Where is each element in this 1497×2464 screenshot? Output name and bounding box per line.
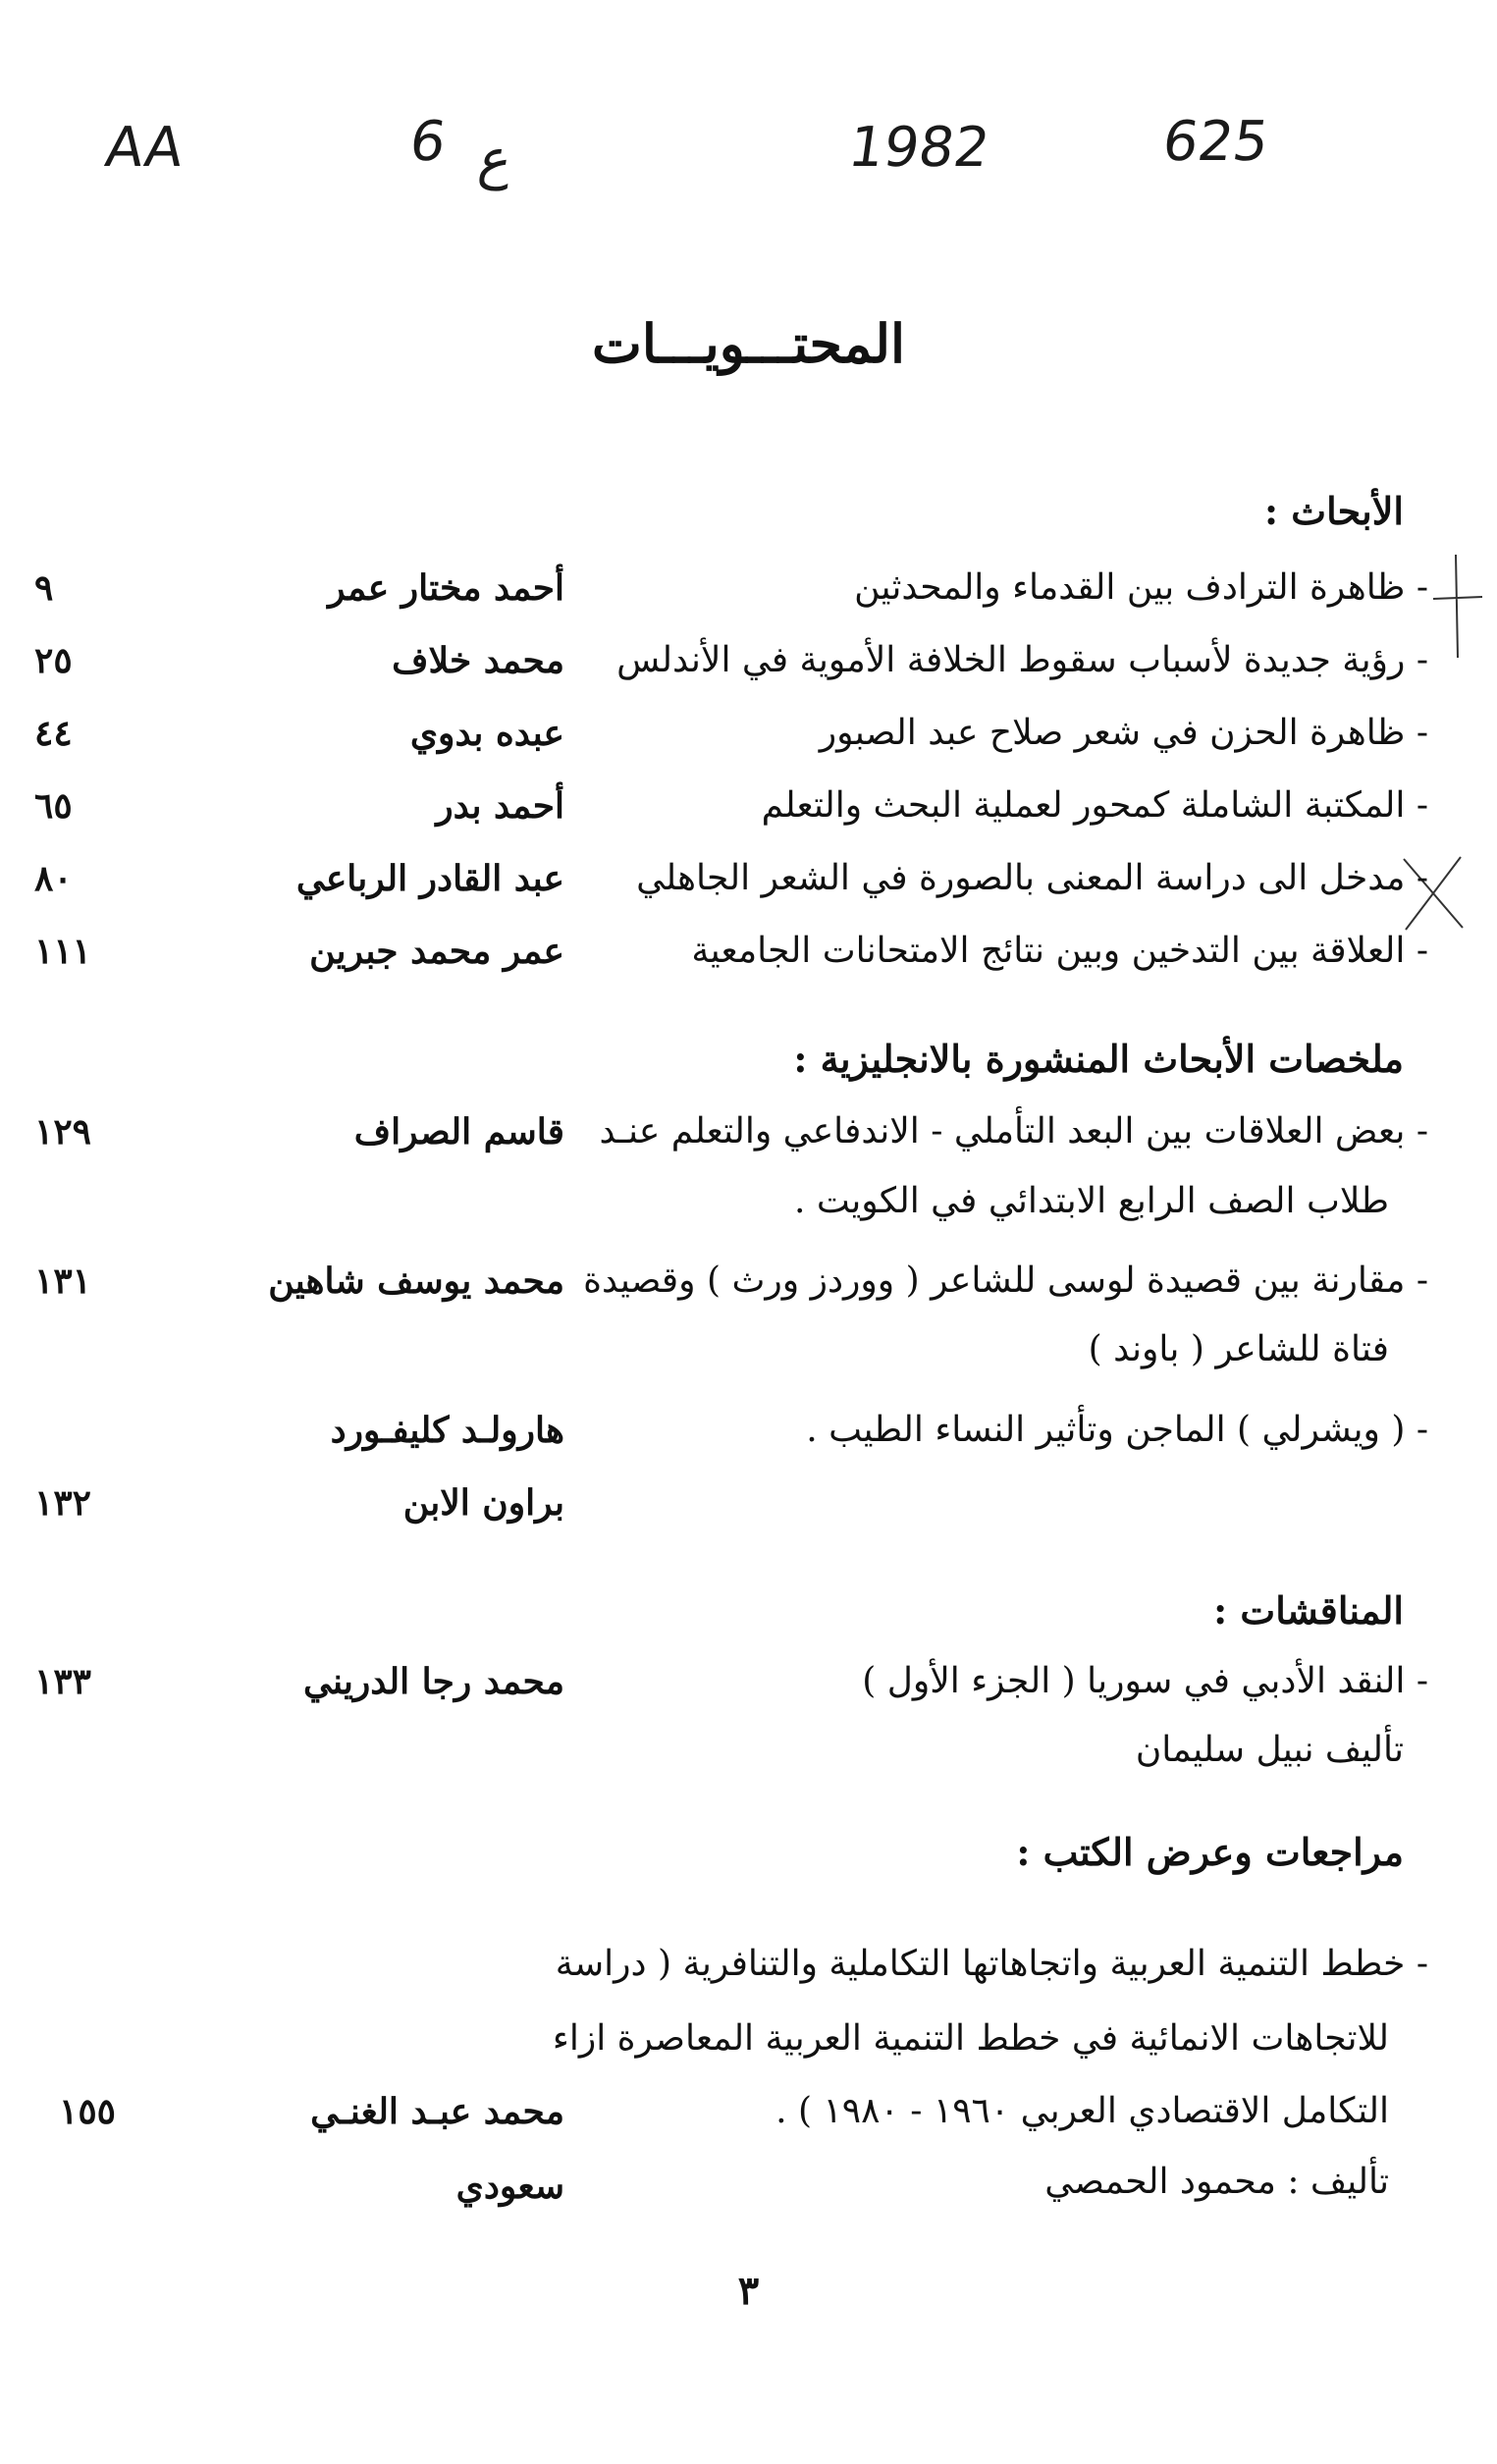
toc-entry [34,1260,1428,1319]
entry-author: عبد القادر الرباعي [295,858,564,899]
research-heading: الأبحاث : [1264,489,1404,533]
entry-author-continued: سعودي [455,2166,564,2207]
entry-title-continued: تأليف نبيل سليمان [1135,1730,1404,1770]
entry-title: - بعض العلاقات بين البعد التأملي - الاندفاعي والتعلم عنـد [599,1111,1428,1152]
margin-mark-plus [1428,550,1487,668]
toc-entry [34,1661,1428,1720]
entry-title: - مقارنة بين قصيدة لوسى للشاعر ( ووردز ورث ) وقصيدة [583,1260,1428,1301]
entry-title-continued: للاتجاهات الانمائية في خطط التنمية العربية المعاصرة ازاء [552,2018,1389,2059]
entry-page: ٢٥ [34,640,73,681]
page-number: ٣ [737,2268,760,2314]
entry-author-continued: براون الابن [402,1482,564,1524]
entry-author: أحمد مختار عمر [328,567,564,609]
toc-entry-continued [34,1482,1428,1541]
entry-author: محمد رجا الدريني [302,1661,564,1702]
entry-title: - ظاهرة الترادف بين القدماء والمحدثين [854,567,1428,608]
entry-author: قاسم الصراف [353,1111,564,1152]
reviews-heading: مراجعات وعرض الكتب : [1016,1830,1404,1874]
entry-page: ١٣١ [34,1260,92,1302]
entry-title: - مدخل الى دراسة المعنى بالصورة في الشعر الجاهلي [636,858,1428,898]
toc-entry [34,713,1428,772]
entry-author: عبده بدوي [409,713,564,754]
entry-title-continued: التكامل الاقتصادي العربي ١٩٦٠ - ١٩٨٠ ) . [775,2091,1389,2131]
abstracts-heading: ملخصات الأبحاث المنشورة بالانجليزية : [793,1037,1404,1081]
discussions-heading: المناقشات : [1213,1588,1404,1633]
handwritten-note-1: AA [101,116,187,180]
entry-author: محمد يوسف شاهين [268,1260,564,1302]
entry-title: - رؤية جديدة لأسباب سقوط الخلافة الأموية في الأندلس [616,640,1428,680]
toc-entry [34,567,1428,626]
toc-entry [34,640,1428,699]
entry-title: - ظاهرة الحزن في شعر صلاح عبد الصبور [819,713,1428,753]
entry-title: - المكتبة الشاملة كمحور لعملية البحث والتعلم [761,785,1428,826]
handwritten-year: 1982 [844,116,994,180]
entry-title-continued: تأليف : محمود الحمصي [1044,2162,1389,2202]
entry-page: ٤٤ [34,713,73,754]
entry-page: ١٢٩ [34,1111,92,1152]
entry-author: أحمد بدر [436,785,564,827]
entry-page: ٩ [34,567,54,609]
entry-page: ١٣٢ [34,1482,92,1524]
entry-page: ١٥٥ [59,2091,117,2132]
entry-page: ١١١ [34,931,92,972]
entry-title-continued: فتاة للشاعر ( باوند ) [1088,1329,1389,1369]
handwritten-note-4: 625 [1158,110,1273,174]
toc-entry [34,931,1428,990]
entry-author: محمد خلاف [392,640,564,681]
toc-entry [34,1410,1428,1469]
entry-title: - النقد الأدبي في سوريا ( الجزء الأول ) [862,1661,1428,1701]
entry-title: - العلاقة بين التدخين وبين نتائج الامتحانات الجامعية [691,931,1428,971]
handwritten-note-2: 6 [405,110,451,174]
contents-title: المحتـــويـــات [592,312,905,375]
entry-title: - خطط التنمية العربية واتجاهاتها التكاملية والتنافرية ( دراسة [555,1944,1428,1984]
entry-author: محمد عبـد الغنـي [310,2091,564,2132]
toc-entry [34,858,1428,917]
entry-page: ٨٠ [34,858,73,899]
entry-author: عمر محمد جبرين [309,931,564,972]
toc-entry [34,785,1428,844]
handwritten-note-3: ع [474,128,516,191]
entry-title-continued: طلاب الصف الرابع الابتدائي في الكويت . [794,1181,1389,1221]
entry-page: ١٣٣ [34,1661,92,1702]
entry-title: - ( ويشرلي ) الماجن وتأثير النساء الطيب . [806,1410,1428,1450]
toc-entry [34,1111,1428,1170]
entry-page: ٦٥ [34,785,73,827]
entry-author: هارولـد كليفـورد [330,1410,564,1451]
